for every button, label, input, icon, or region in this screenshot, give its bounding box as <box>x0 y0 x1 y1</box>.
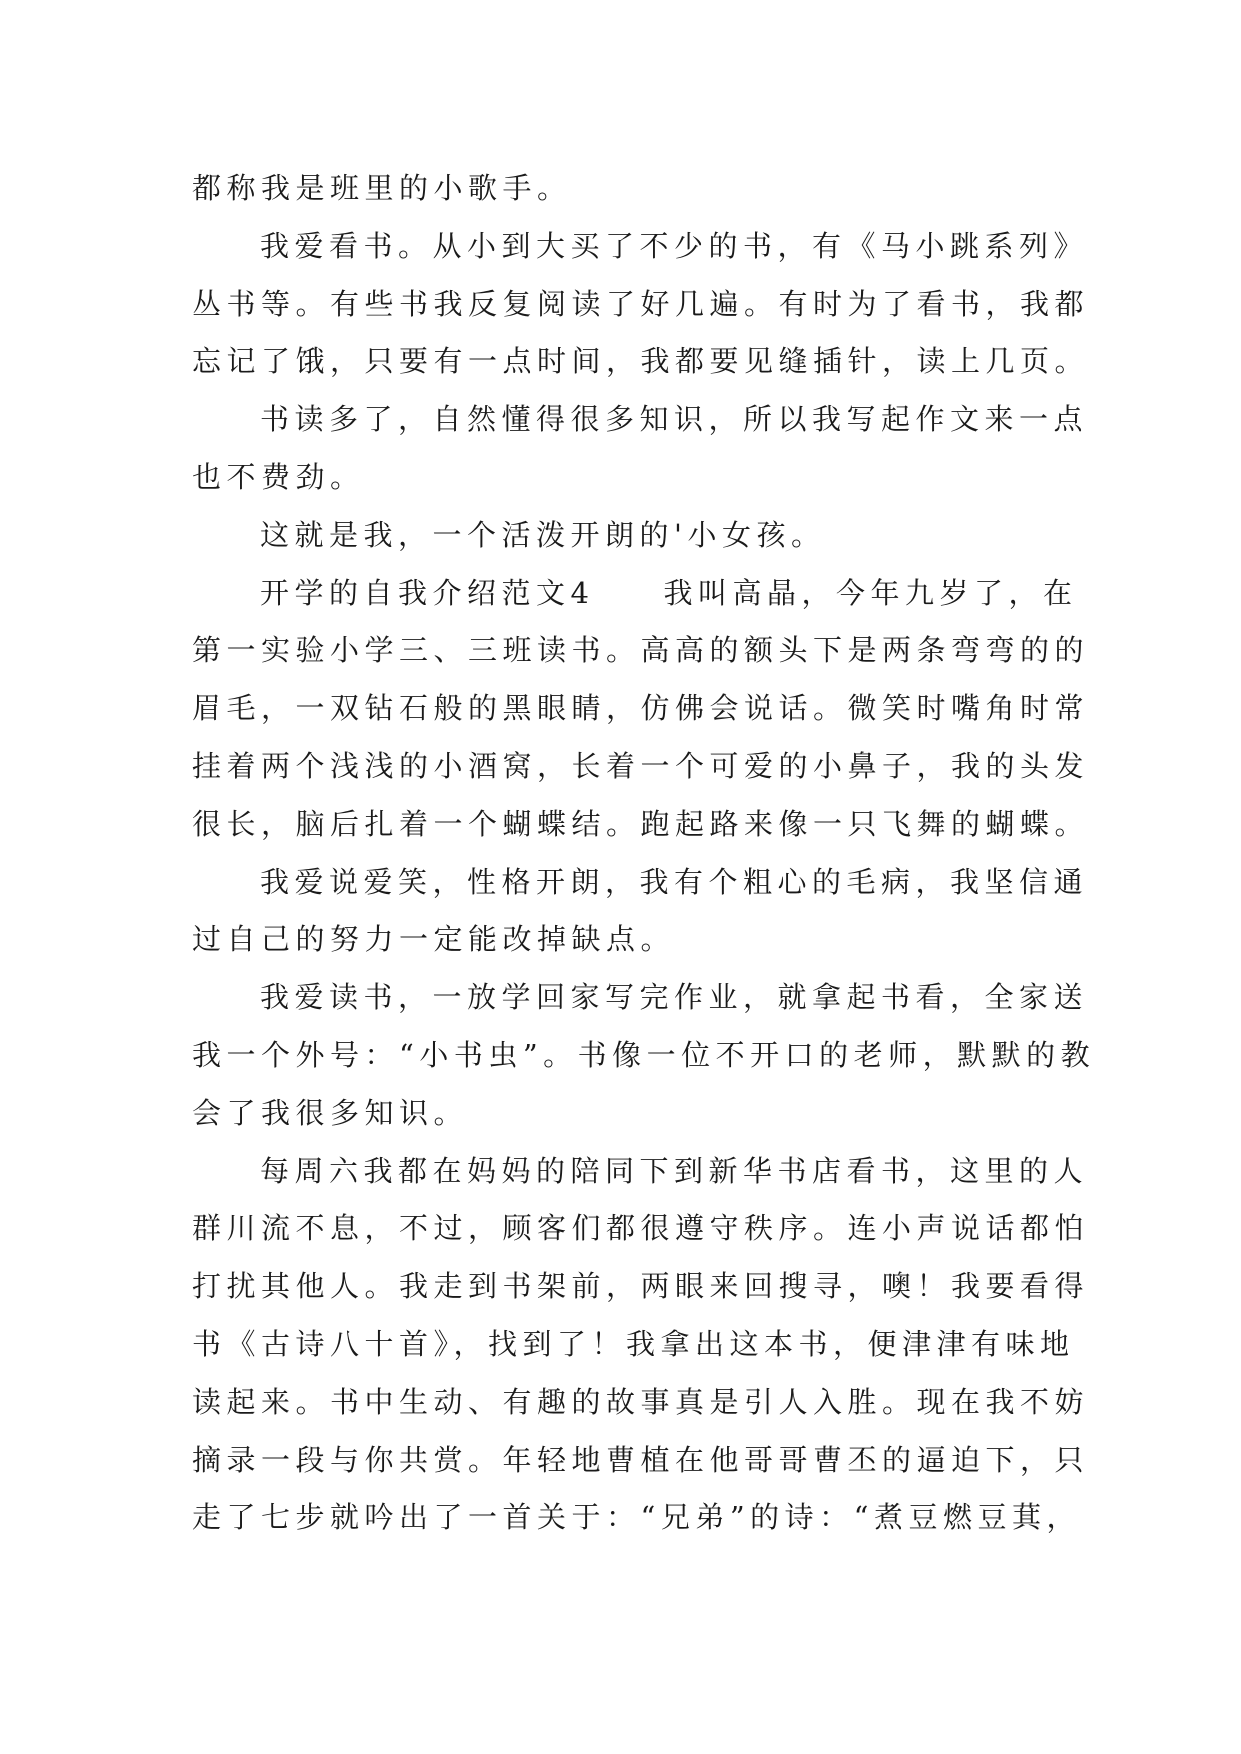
text-line: 走了七步就吟出了一首关于：“兄弟”的诗：“煮豆燃豆萁， <box>192 1500 1081 1535</box>
text-line: 挂着两个浅浅的小酒窝，长着一个可爱的小鼻子，我的头发 <box>192 748 1090 783</box>
text-line: 我一个外号：“小书虫”。书像一位不开口的老师，默默的教 <box>192 1037 1096 1072</box>
text-line: 会了我很多知识。 <box>192 1095 469 1130</box>
text-line: 打扰其他人。我走到书架前，两眼来回搜寻，噢！我要看得 <box>192 1269 1090 1304</box>
text-line: 我爱看书。从小到大买了不少的书，有《马小跳系列》 <box>260 228 1089 263</box>
text-line: 群川流不息，不过，顾客们都很遵守秩序。连小声说话都怕 <box>192 1211 1090 1246</box>
body-text <box>192 160 1096 1547</box>
text-line: 我爱说爱笑，性格开朗，我有个粗心的毛病，我坚信通 <box>260 864 1089 899</box>
text-line: 读起来。书中生动、有趣的故事真是引人入胜。现在我不妨 <box>192 1384 1090 1419</box>
text-line: 眉毛，一双钻石般的黑眼睛，仿佛会说话。微笑时嘴角时常 <box>192 691 1090 726</box>
text-line: 我爱读书，一放学回家写完作业，就拿起书看，全家送 <box>260 980 1089 1015</box>
text-line: 摘录一段与你共赏。年轻地曹植在他哥哥曹丕的逼迫下，只 <box>192 1442 1090 1477</box>
text-line: 很长，脑后扎着一个蝴蝶结。跑起路来像一只飞舞的蝴蝶。 <box>192 806 1090 841</box>
text-line: 丛书等。有些书我反复阅读了好几遍。有时为了看书，我都 <box>192 286 1090 321</box>
text-line: 每周六我都在妈妈的陪同下到新华书店看书，这里的人 <box>260 1153 1089 1188</box>
text-line: 忘记了饿，只要有一点时间，我都要见缝插针，读上几页。 <box>192 344 1090 379</box>
text-line: 这就是我，一个活泼开朗的'小女孩。 <box>260 517 826 552</box>
text-line: 开学的自我介绍范文4 我叫高晶，今年九岁了，在 <box>260 575 1078 610</box>
text-line: 都称我是班里的小歌手。 <box>192 171 572 205</box>
text-line: 书读多了，自然懂得很多知识，所以我写起作文来一点 <box>260 402 1089 437</box>
text-line: 书《古诗八十首》，找到了！我拿出这本书，便津津有味地 <box>192 1326 1075 1361</box>
text-line: 也不费劲。 <box>192 459 365 494</box>
text-line: 过自己的努力一定能改掉缺点。 <box>192 922 676 957</box>
text-line: 第一实验小学三、三班读书。高高的额头下是两条弯弯的的 <box>192 633 1090 668</box>
